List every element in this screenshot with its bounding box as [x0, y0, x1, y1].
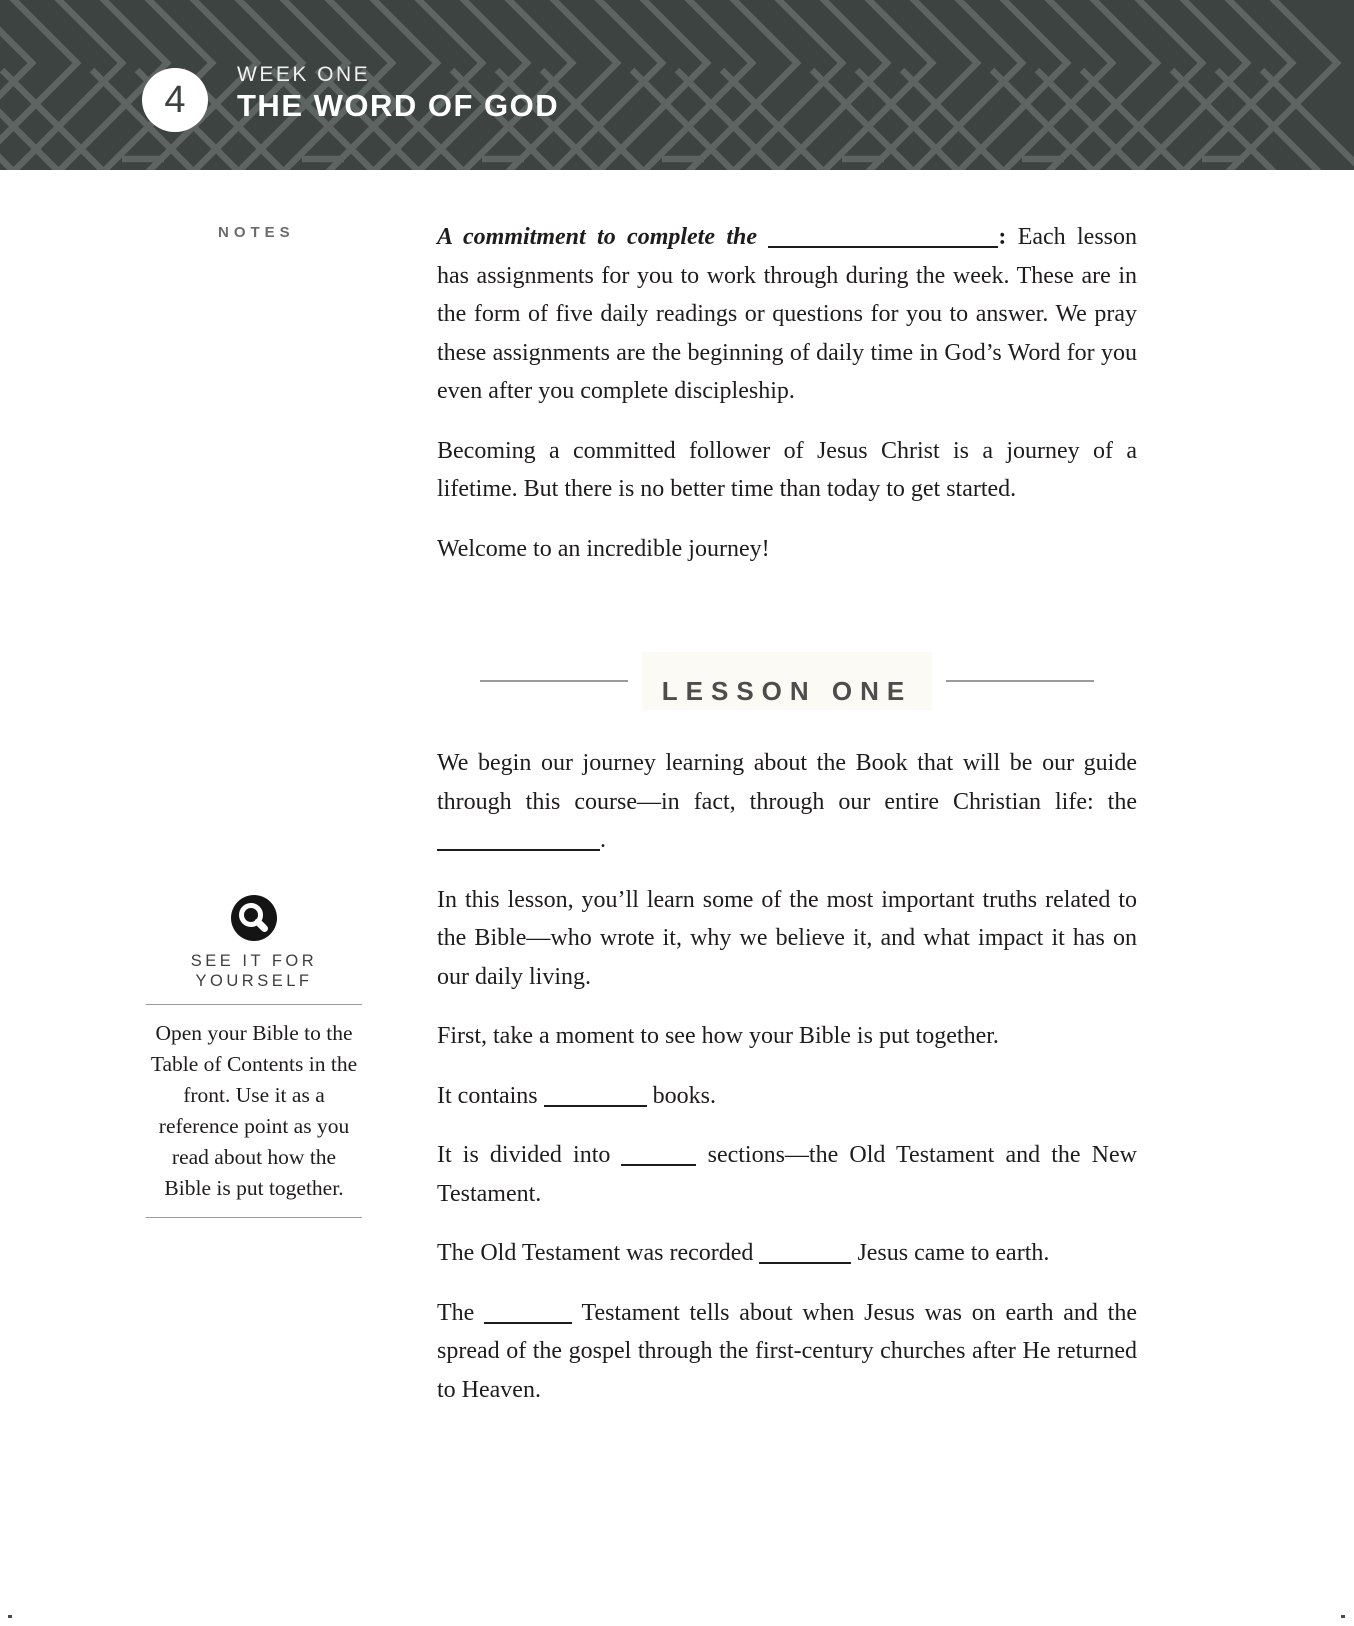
page-title: THE WORD OF GOD [237, 88, 560, 123]
fill-in-blank-line [544, 1084, 647, 1106]
paragraph-end: . [600, 827, 606, 853]
main-text-column [437, 218, 1137, 1430]
paragraph-body: The Old Testament was recorded [437, 1240, 754, 1266]
bold-colon: : [998, 224, 1007, 250]
fill-in-blank-line [484, 1301, 572, 1323]
magnifier-icon [231, 895, 277, 941]
fill-in-blank-line [759, 1242, 851, 1264]
heading-rule-left [480, 680, 628, 682]
heading-rule-right [946, 680, 1094, 682]
paragraph-commitment [437, 218, 1137, 411]
paragraph-body: Jesus came to earth. [857, 1240, 1050, 1266]
paragraph-new-testament [437, 1294, 1137, 1410]
paragraph-old-testament [437, 1234, 1137, 1273]
paragraph-welcome: Welcome to an incredible journey! [437, 535, 770, 562]
paragraph-we-begin [437, 744, 1137, 860]
paragraph-body: It contains [437, 1082, 538, 1109]
paragraph-it-contains [437, 1077, 1137, 1116]
lesson-heading [437, 652, 1137, 710]
fill-in-blank-line [768, 226, 998, 248]
page-header [0, 0, 1354, 170]
page-number: 4 [164, 79, 186, 121]
paragraph-body: We begin our journey learning about the Book that will be our guide through this course—in fact, through our entire Christian life: the [437, 750, 1137, 815]
paragraph-body: Each lesson has assignments for you to work through during the week. These are in the form of five daily readings or questions for you to answer. We pray these assignments are the beginning of daily time in God’s Word for you even after you complete discipleship. [437, 224, 1138, 404]
paragraph-first-take: First, take a moment to see how your Bible is put together. [437, 1023, 999, 1049]
paragraph-body: The [437, 1299, 475, 1326]
week-label: WEEK ONE [237, 63, 371, 86]
see-it-note: Open your Bible to the Table of Contents in the front. Use it as a reference point as you read about how the Bible is put together. [150, 1021, 358, 1200]
page-number-badge [142, 68, 208, 132]
paragraph-lead-italic: A commitment to complete the [437, 224, 758, 250]
scan-artifact-dot [1341, 1615, 1345, 1618]
paragraph-in-this-lesson: In this lesson, you’ll learn some of the most important truths related to the Bible—who wrote it, why we believe it, and what impact it has on our daily living. [437, 886, 1137, 990]
paragraph-body: Testament tells about when Jesus was on earth and the spread of the gospel through the first-century churches after He returned to Heaven. [437, 1299, 1137, 1403]
see-it-label-line1: SEE IT FOR [190, 952, 318, 970]
sidebar-divider-bottom [146, 1217, 362, 1218]
see-it-for-yourself-box [146, 895, 362, 1231]
see-it-label-line2: YOURSELF [195, 972, 313, 990]
sidebar-divider-top [146, 1004, 362, 1005]
paragraph-body: It is divided into [437, 1142, 611, 1168]
lesson-heading-text: LESSON ONE [642, 652, 932, 710]
paragraph-body: sections—the Old Testament and the New Testament. [437, 1142, 1137, 1207]
fill-in-blank-line [621, 1144, 696, 1166]
fill-in-blank-line [437, 829, 600, 851]
paragraph-becoming: Becoming a committed follower of Jesus Christ is a journey of a lifetime. But there is no better time than today to get started. [437, 437, 1137, 502]
see-it-label [146, 951, 362, 991]
paragraph-divided-into [437, 1136, 1137, 1213]
notes-label: NOTES [218, 224, 295, 241]
header-titles [237, 63, 559, 124]
scan-artifact-dot [8, 1615, 12, 1618]
paragraph-body: books. [652, 1082, 716, 1109]
page-content [0, 170, 1354, 1626]
